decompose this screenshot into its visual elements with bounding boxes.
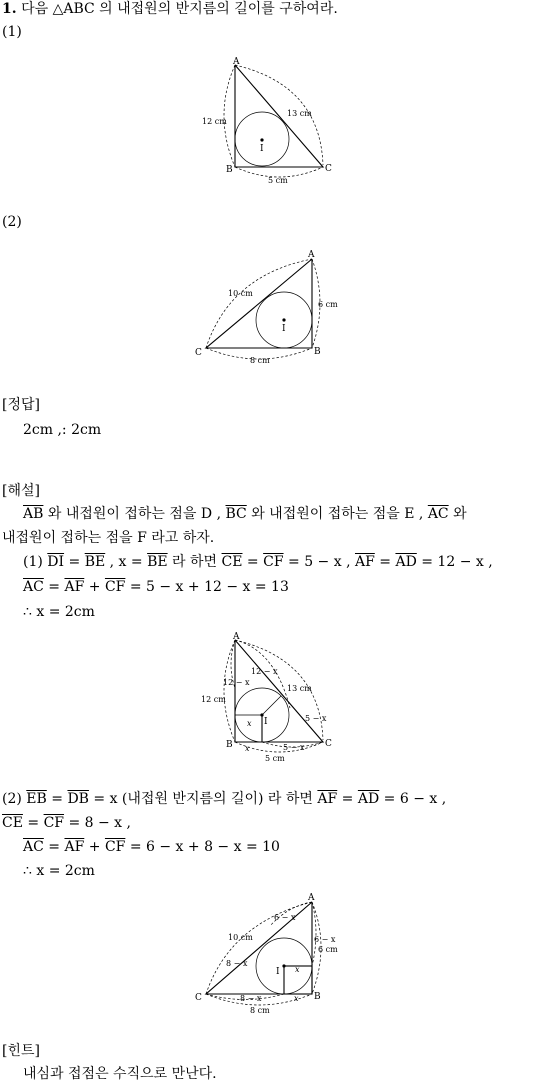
label-8-x-left: 8 − x [226, 959, 248, 968]
label-5-x-right: 5 − x [305, 714, 327, 723]
text: 와 [448, 506, 467, 522]
label-bc: 5 cm [265, 754, 285, 763]
text: = 8 − x , [64, 815, 131, 831]
hint-text: 내심과 접점은 수직으로 만난다. [23, 1066, 217, 1082]
vertex-b: B [314, 347, 321, 357]
vertex-a: A [308, 250, 315, 260]
explanation-heading: [해설] [2, 483, 40, 499]
incenter-dot [282, 318, 285, 321]
text: = [64, 554, 85, 570]
triangle-edges [206, 902, 312, 994]
vertex-b: B [226, 740, 233, 750]
segment-ab: $\overline{AB}$ [23, 506, 44, 522]
incenter-label: I [276, 967, 280, 977]
label-8-x-bottom: 8 − x [240, 994, 262, 1003]
incenter-label: I [264, 717, 268, 727]
text: 와 내접원이 접하는 점을 D , [43, 506, 226, 522]
text: 라 하면 [167, 554, 222, 570]
segment-ce: $\overline{CE}$ [2, 815, 23, 831]
segment-af: $\overline{AF}$ [317, 791, 338, 807]
label-cb: 8 cm [250, 1006, 270, 1015]
label-6-x-top: 6 − x [274, 913, 296, 922]
part1-label: (1) [2, 24, 22, 40]
label-ca: 10 cm [228, 289, 253, 298]
label-bc: 5 cm [268, 176, 288, 185]
segment-cf: $\overline{CF}$ [104, 579, 126, 595]
p2-line3 [23, 838, 280, 856]
text: = 12 − x , [416, 554, 493, 570]
label-ca: 10 cm [228, 933, 253, 942]
label-cb: 8 cm [250, 356, 270, 365]
label-x-radius: x [295, 965, 300, 974]
segment-af: $\overline{AF}$ [354, 554, 375, 570]
vertex-c: C [325, 739, 332, 749]
figure-2-triangle [190, 245, 350, 370]
text: = [43, 839, 65, 855]
text: = [337, 791, 358, 807]
p2-line2 [2, 814, 131, 832]
text: = 5 − x , [283, 554, 355, 570]
p1-result: ∴ x = 2cm [23, 604, 95, 620]
arc-ab [224, 65, 235, 167]
figure-4-triangle [190, 888, 350, 1023]
vertex-a: A [233, 632, 240, 642]
segment-cf: $\overline{CF}$ [263, 554, 284, 570]
segment-db: $\overline{DB}$ [67, 791, 89, 807]
label-x-bottom: x [245, 744, 250, 753]
text: + [84, 839, 105, 855]
label-x-bottom: x [294, 994, 299, 1003]
segment-af: $\overline{AF}$ [64, 579, 85, 595]
problem-number: 1. [2, 1, 17, 17]
vertex-c: C [195, 993, 202, 1003]
p2-result: ∴ x = 2cm [23, 863, 95, 879]
vertex-c: C [195, 348, 202, 358]
triangle-edges [206, 259, 312, 348]
p1-line2 [23, 578, 289, 596]
segment-ac: $\overline{AC}$ [23, 839, 44, 855]
radius-diagonal [262, 696, 281, 715]
incenter-dot [260, 138, 263, 141]
text: = x (내접원 반지름의 길이) 라 하면 [88, 791, 318, 807]
vertex-c: C [325, 164, 332, 174]
text: = 6 − x , [379, 791, 447, 807]
segment-cf: $\overline{CF}$ [104, 839, 126, 855]
segment-ac: $\overline{AC}$ [23, 579, 44, 595]
text: , x = [105, 554, 148, 570]
label-ab: 12 cm [202, 117, 227, 126]
segment-be: $\overline{BE}$ [84, 554, 106, 570]
text: = 6 − x + 8 − x = 10 [125, 839, 280, 855]
answer-heading: [정답] [2, 397, 40, 413]
text: (2) [2, 791, 27, 807]
text: 와 내접원이 접하는 점을 E , [246, 506, 428, 522]
p1-line1 [23, 553, 493, 571]
text: = [374, 554, 396, 570]
segment-ce: $\overline{CE}$ [221, 554, 243, 570]
segment-ad: $\overline{AD}$ [357, 791, 380, 807]
hint-heading: [힌트] [2, 1043, 40, 1059]
answer-text: 2cm ,: 2cm [23, 422, 102, 438]
label-ac: 13 cm [287, 684, 312, 693]
incenter-label: I [282, 324, 286, 334]
segment-ad: $\overline{AD}$ [395, 554, 417, 570]
problem-statement [2, 0, 338, 18]
label-x-radius: x [247, 719, 252, 728]
figure-1-triangle [195, 55, 345, 190]
arc-ab [224, 640, 235, 742]
label-5-x-bottom: 5 − x [283, 743, 305, 752]
p2-line1 [2, 790, 533, 808]
explanation-line2: 내접원이 접하는 점을 F 라고 하자. [2, 530, 215, 546]
incenter-dot [282, 964, 285, 967]
segment-be: $\overline{BE}$ [147, 554, 168, 570]
text: = [22, 815, 44, 831]
figure-3-triangle [195, 630, 345, 765]
label-6-x-right: 6 − x [314, 935, 336, 944]
segment-ac: $\overline{AC}$ [427, 506, 449, 522]
vertex-b: B [314, 992, 321, 1002]
segment-bc: $\overline{BC}$ [225, 506, 247, 522]
explanation-line1 [23, 505, 467, 523]
text: = [46, 791, 68, 807]
text: = 5 − x + 12 − x = 13 [125, 579, 289, 595]
part2-label: (2) [2, 214, 22, 230]
label-ac: 13 cm [287, 109, 312, 118]
vertex-a: A [308, 893, 315, 903]
label-12-x-right: 12 − x [251, 667, 278, 676]
label-ab: 6 cm [318, 300, 338, 309]
vertex-a: A [233, 57, 240, 67]
text: + [84, 579, 105, 595]
text: = [242, 554, 264, 570]
text: = [43, 579, 65, 595]
vertex-b: B [226, 165, 233, 175]
label-ab: 12 cm [201, 695, 226, 704]
text: (1) [23, 554, 48, 570]
segment-di: $\overline{DI}$ [47, 554, 65, 570]
label-ab: 6 cm [318, 945, 338, 954]
incenter-label: I [260, 144, 264, 154]
segment-af: $\overline{AF}$ [64, 839, 85, 855]
label-12-x-left: 12 − x [223, 678, 250, 687]
segment-cf: $\overline{CF}$ [43, 815, 65, 831]
problem-text: 다음 △ABC 의 내접원의 반지름의 길이를 구하여라. [21, 1, 338, 17]
segment-eb: $\overline{EB}$ [26, 791, 47, 807]
